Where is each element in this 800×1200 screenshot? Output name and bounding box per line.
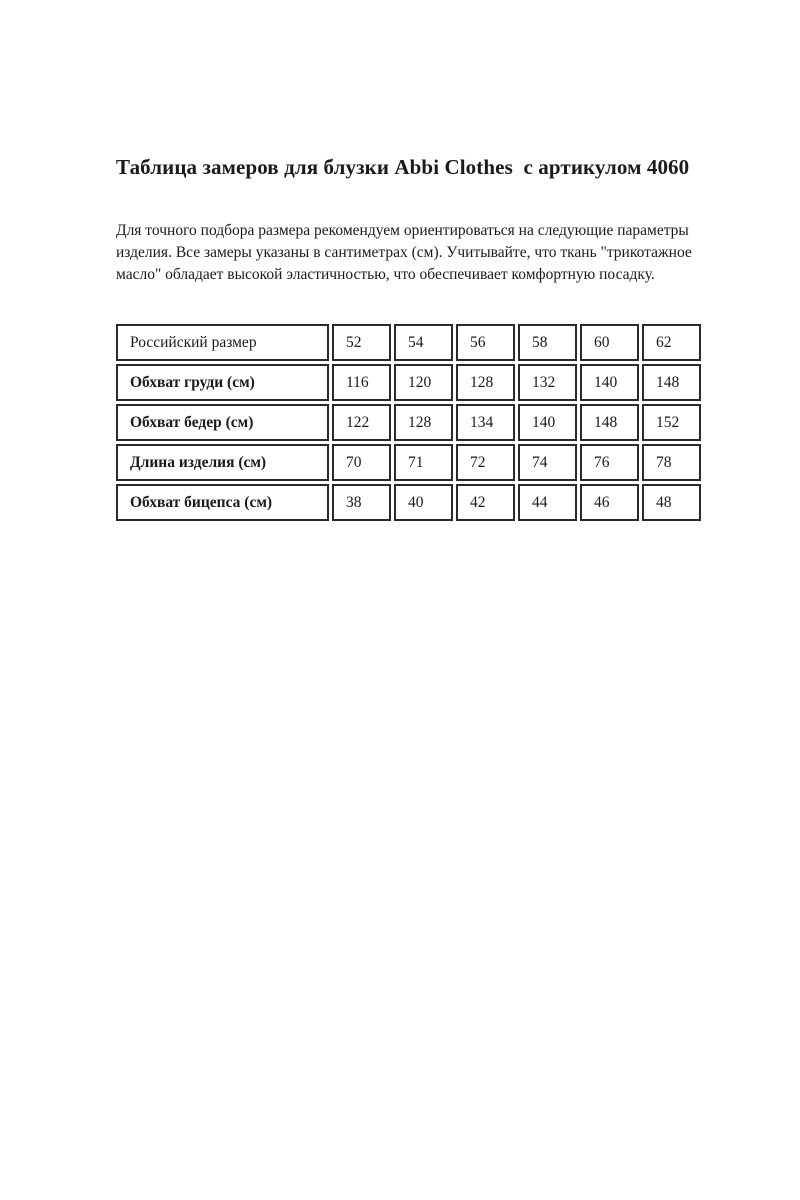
table-cell: 44	[518, 484, 577, 521]
intro-line: изделия. Все замеры указаны в сантиметрах (см). Учитывайте, что ткань "трикотажное	[116, 244, 692, 261]
size-cell: 54	[394, 324, 453, 361]
table-cell: 71	[394, 444, 453, 481]
size-cell: 58	[518, 324, 577, 361]
table-cell: 72	[456, 444, 515, 481]
page-title: Таблица замеров для блузки Abbi Clothes с артикулом 4060	[116, 155, 690, 179]
table-cell: 148	[642, 364, 701, 401]
size-cell: 62	[642, 324, 701, 361]
table-cell: 46	[580, 484, 639, 521]
size-cell: 60	[580, 324, 639, 361]
table-cell: 120	[394, 364, 453, 401]
table-cell: 128	[456, 364, 515, 401]
table-row	[116, 364, 701, 401]
table-cell: 148	[580, 404, 639, 441]
table-cell: 134	[456, 404, 515, 441]
row-label: Обхват бицепса (см)	[116, 484, 329, 521]
intro-line: масло" обладает высокой эластичностью, что обеспечивает комфортную посадку.	[116, 266, 655, 283]
table-cell: 128	[394, 404, 453, 441]
table-row	[116, 484, 701, 521]
table-cell: 116	[332, 364, 391, 401]
table-cell: 76	[580, 444, 639, 481]
table-cell: 74	[518, 444, 577, 481]
table-cell: 48	[642, 484, 701, 521]
table-cell: 40	[394, 484, 453, 521]
size-table	[113, 321, 704, 524]
row-label: Длина изделия (см)	[116, 444, 329, 481]
row-label: Российский размер	[116, 324, 329, 361]
table-row-header	[116, 324, 701, 361]
table-cell: 38	[332, 484, 391, 521]
table-cell: 70	[332, 444, 391, 481]
intro-paragraph	[116, 220, 726, 286]
row-label: Обхват бедер (см)	[116, 404, 329, 441]
table-row	[116, 404, 701, 441]
table-cell: 132	[518, 364, 577, 401]
table-cell: 152	[642, 404, 701, 441]
size-cell: 56	[456, 324, 515, 361]
table-row	[116, 444, 701, 481]
row-label: Обхват груди (см)	[116, 364, 329, 401]
table-cell: 78	[642, 444, 701, 481]
size-cell: 52	[332, 324, 391, 361]
intro-line: Для точного подбора размера рекомендуем ориентироваться на следующие параметры	[116, 222, 689, 239]
table-cell: 140	[518, 404, 577, 441]
table-cell: 42	[456, 484, 515, 521]
table-cell: 122	[332, 404, 391, 441]
table-cell: 140	[580, 364, 639, 401]
